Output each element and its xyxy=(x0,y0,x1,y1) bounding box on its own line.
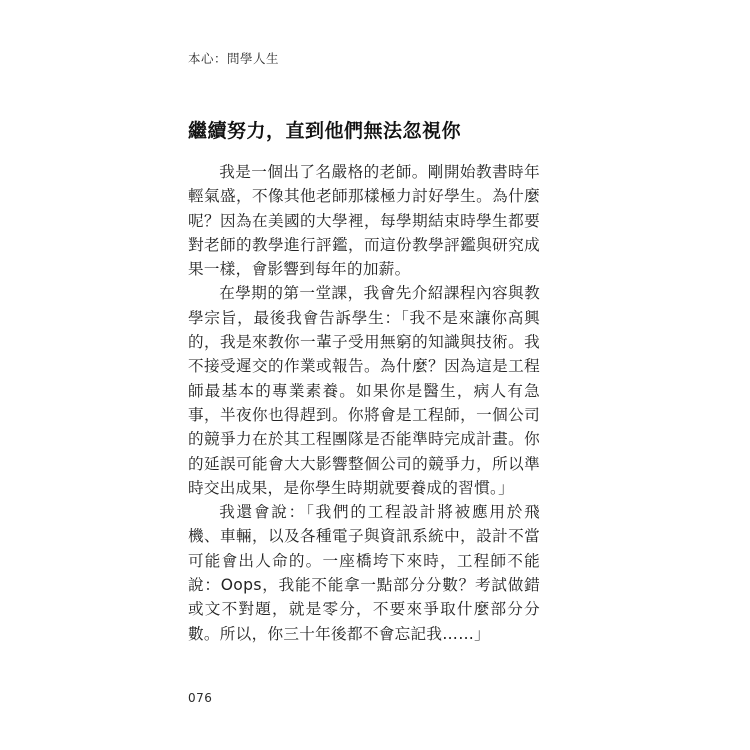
paragraph: 在學期的第一堂課，我會先介紹課程內容與教學宗旨，最後我會告訴學生：「我不是來讓你高興的，我是來教你一輩子受用無窮的知識與技術。我不接受遲交的作業或報告。為什麼？因為這是工程師最基本的專業素養。如果你是醫生，病人有急事，半夜你也得趕到。你將會是工程師，一個公司的競爭力在於其工程團隊是否能準時完成計畫。你的延誤可能會大大影響整個公司的競爭力，所以準時交出成果，是你學生時期就要養成的習慣。」 xyxy=(188,284,540,497)
page-number: 076 xyxy=(188,691,213,705)
running-header: 本心：問學人生 xyxy=(188,51,280,66)
chapter-title: 繼續努力，直到他們無法忽視你 xyxy=(188,120,462,142)
paragraph: 我還會說：「我們的工程設計將被應用於飛機、車輛，以及各種電子與資訊系統中，設計不當可能會出人命的。一座橋垮下來時，工程師不能說：Oops，我能不能拿一點部分分數？考試做錯或文不對題，就是零分，不要來爭取什麼部分分數。所以，你三十年後都不會忘記我……」 xyxy=(188,503,540,643)
body-text xyxy=(188,160,540,646)
paragraph: 我是一個出了名嚴格的老師。剛開始教書時年輕氣盛，不像其他老師那樣極力討好學生。為什麼呢？因為在美國的大學裡，每學期結束時學生都要對老師的教學進行評鑑，而這份教學評鑑與研究成果一樣，會影響到每年的加薪。 xyxy=(188,163,540,279)
